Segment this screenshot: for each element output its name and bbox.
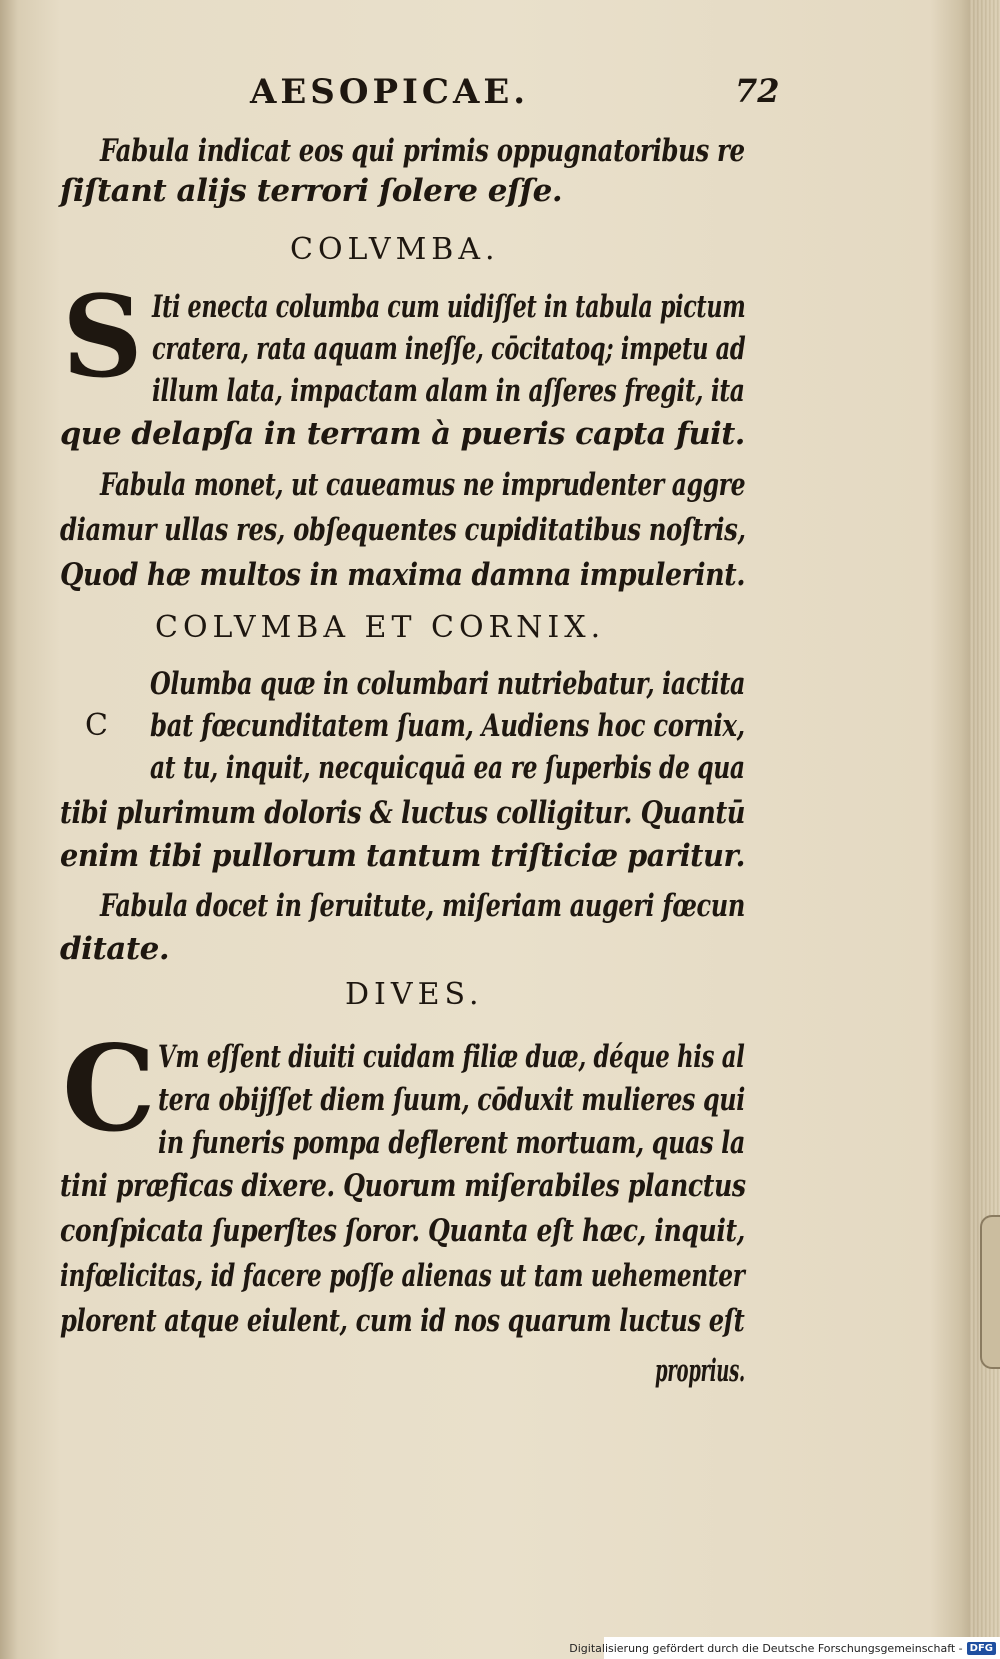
dfg-logo-icon: DFG bbox=[967, 1642, 996, 1655]
drop-cap: S bbox=[62, 272, 143, 403]
text-line: que delapſa in terram à pueris capta fuit. bbox=[60, 416, 745, 452]
text-line: cratera, rata aquam ineſſe, cōcitatoq; impetu ad bbox=[152, 331, 746, 367]
text-line: Vm eſſent diuiti cuidam filiæ duæ, déque his al bbox=[158, 1039, 745, 1075]
text-line: Fabula docet in ſeruitute, miſeriam augeri fœcun bbox=[100, 888, 745, 924]
footer-credit: Digitalisierung gefördert durch die Deutsche Forschungsgemeinschaft - bbox=[569, 1641, 963, 1655]
footer-bar bbox=[569, 1637, 1000, 1659]
text-line: Fabula indicat eos qui primis oppugnatoribus re bbox=[100, 133, 745, 169]
text-line: illum lata, impactam alam in aſſeres fregit, ita bbox=[152, 373, 745, 409]
text-line: at tu, inquit, necquicquā ea re ſuperbis de qua bbox=[150, 750, 745, 786]
text-line: Iti enecta columba cum uidiſſet in tabula pictum bbox=[152, 289, 746, 325]
text-line: tibi plurimum doloris & luctus colligitur. Quantū bbox=[60, 795, 746, 831]
text-line: ditate. bbox=[60, 931, 170, 967]
section-title: COLVMBA ET CORNIX. bbox=[155, 610, 606, 645]
text-line: Quod hæ multos in maxima damna impulerint. bbox=[60, 557, 746, 593]
text-line: plorent atque eiulent, cum id nos quarum luctus eſt bbox=[60, 1303, 745, 1339]
text-line: Fabula monet, ut caueamus ne imprudenter aggre bbox=[100, 467, 746, 503]
text-line: ſiſtant alijs terrori ſolere eſſe. bbox=[60, 173, 563, 209]
section-title: DIVES. bbox=[345, 977, 484, 1012]
text-line: enim tibi pullorum tantum triſticiæ paritur. bbox=[60, 838, 746, 874]
text-line: proprius. bbox=[655, 1353, 745, 1389]
text-line: diamur ullas res, obſequentes cupiditatibus noſtris, bbox=[60, 512, 746, 548]
text-line: infœlicitas, id facere poſſe alienas ut tam uehementer bbox=[60, 1258, 745, 1294]
text-line: in funeris pompa deflerent mortuam, quas la bbox=[158, 1125, 745, 1161]
section-title: COLVMBA. bbox=[290, 232, 500, 267]
running-head: AESOPICAE. bbox=[250, 72, 530, 112]
text-line: Olumba quæ in columbari nutriebatur, iactita bbox=[150, 666, 746, 702]
text-line: conſpicata ſuperſtes ſoror. Quanta eſt hæc, inquit, bbox=[60, 1213, 746, 1249]
text-line: tini præficas dixere. Quorum miſerabiles planctus bbox=[60, 1168, 746, 1204]
drop-cap: C bbox=[62, 1019, 156, 1158]
text-line: tera obijſſet diem ſuum, cōduxit mulieres qui bbox=[158, 1082, 745, 1118]
page-number: 72 bbox=[735, 72, 780, 110]
text-line: bat fœcunditatem ſuam, Audiens hoc cornix, bbox=[150, 708, 745, 744]
initial-letter: C bbox=[85, 708, 108, 743]
